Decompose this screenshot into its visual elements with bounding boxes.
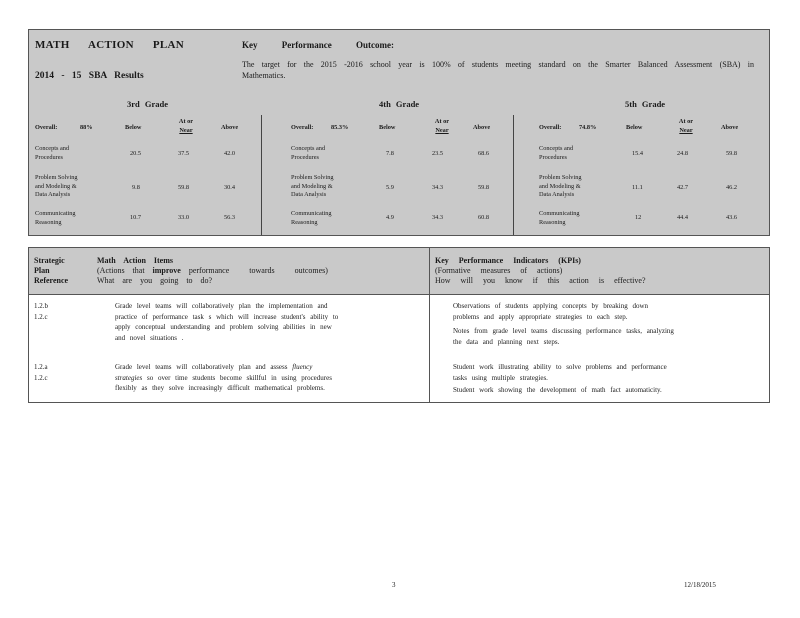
col-above: Above — [473, 124, 491, 131]
value-above: 46.2 — [726, 184, 738, 191]
overall-label: Overall: — [35, 124, 58, 131]
col-below: Below — [125, 124, 142, 131]
value-below: 7.8 — [386, 150, 394, 157]
value-at: 44.4 — [677, 214, 689, 221]
row-label: Problem Solving and Modeling & Data Analysis — [539, 174, 582, 198]
value-at: 33.0 — [178, 214, 190, 221]
value-below: 4.9 — [386, 214, 394, 221]
col-strategic-plan-reference: Strategic Plan Reference — [34, 256, 69, 285]
col-at-near: At or Near — [678, 118, 694, 134]
value-above: 59.8 — [726, 150, 738, 157]
value-at: 23.5 — [432, 150, 444, 157]
kpi-item: Observations of students applying concepts by breaking down problems and apply appropriate strategies to each step. — [453, 302, 648, 321]
row-label: Concepts and Procedures — [35, 145, 70, 161]
value-below: 11.1 — [632, 184, 643, 191]
page-number: 3 — [392, 581, 396, 589]
kpi-item: Student work illustrating ability to solve problems and performance tasks using multiple strategies. — [453, 363, 667, 382]
value-below: 12 — [635, 214, 642, 221]
value-at: 34.3 — [432, 214, 444, 221]
column-divider — [513, 115, 514, 235]
plan-reference: 1.2.a 1.2.c — [34, 363, 48, 382]
row-label: Communicating Reasoning — [291, 210, 332, 226]
value-at: 37.5 — [178, 150, 190, 157]
value-below: 15.4 — [632, 150, 644, 157]
value-below: 9.8 — [132, 184, 140, 191]
overall-value: 85.3% — [331, 124, 349, 131]
value-at: 42.7 — [677, 184, 689, 191]
action-plan-table — [28, 247, 770, 403]
row-label: Problem Solving and Modeling & Data Analysis — [35, 174, 78, 198]
col-above: Above — [221, 124, 239, 131]
value-below: 5.9 — [386, 184, 394, 191]
value-at: 24.8 — [677, 150, 689, 157]
col-at-near: At or Near — [434, 118, 450, 134]
col-kpis: Key Performance Indicators (KPIs) (Formative measures of actions) How will you know if this action is effective? — [435, 256, 646, 285]
overall-label: Overall: — [539, 124, 562, 131]
plan-reference: 1.2.b 1.2.c — [34, 302, 48, 321]
kpi-item: Notes from grade level teams discussing performance tasks, analyzing the data and planning next steps. — [453, 327, 674, 346]
row-label: Communicating Reasoning — [35, 210, 76, 226]
col-below: Below — [626, 124, 643, 131]
page-title: MATH ACTION PLAN — [35, 39, 185, 51]
col-below: Below — [379, 124, 396, 131]
footer-date: 12/18/2015 — [684, 581, 716, 589]
value-below: 10.7 — [130, 214, 142, 221]
row-label: Concepts and Procedures — [539, 145, 574, 161]
value-above: 60.8 — [478, 214, 490, 221]
col-at-near: At or Near — [178, 118, 194, 134]
overall-value: 74.8% — [579, 124, 597, 131]
sba-results-panel — [28, 29, 770, 236]
column-divider — [429, 248, 430, 402]
overall-value: 88% — [80, 124, 93, 131]
value-above: 56.3 — [224, 214, 236, 221]
value-at: 59.8 — [178, 184, 190, 191]
grade-3-heading: 3rd Grade — [127, 99, 169, 109]
kpo-heading: Key Performance Outcome: — [242, 40, 394, 50]
page-subtitle: 2014 - 15 SBA Results — [35, 71, 144, 81]
value-below: 20.5 — [130, 150, 142, 157]
col-above: Above — [721, 124, 739, 131]
kpi-item: Student work showing the development of math fact automaticity. — [453, 386, 662, 394]
column-divider — [261, 115, 262, 235]
value-above: 43.6 — [726, 214, 738, 221]
value-above: 68.6 — [478, 150, 490, 157]
value-above: 42.0 — [224, 150, 236, 157]
col-math-action-items: Math Action Items (Actions that improve performance towards outcomes) What are you going to do? — [97, 256, 328, 285]
overall-label: Overall: — [291, 124, 314, 131]
grade-4-heading: 4th Grade — [379, 99, 420, 109]
row-label: Concepts and Procedures — [291, 145, 326, 161]
row-label: Communicating Reasoning — [539, 210, 580, 226]
value-at: 34.3 — [432, 184, 444, 191]
kpo-text: The target for the 2015 -2016 school year is 100% of students meeting standard on the Smarter Balanced Assessment (SBA) in Mathematics. — [242, 60, 754, 80]
action-item: Grade level teams will collaboratively plan the implementation and practice of performance task s which will increase student's ability to apply conceptual understanding and problem solving abilities in new and novel situations . — [115, 302, 339, 342]
action-item: Grade level teams will collaboratively plan and assess fluency strategies so over time students become skillful in using procedures flexibly as they solve increasingly difficult mathematical problems. — [115, 363, 332, 392]
value-above: 30.4 — [224, 184, 236, 191]
value-above: 59.8 — [478, 184, 490, 191]
grade-5-heading: 5th Grade — [625, 99, 666, 109]
row-label: Problem Solving and Modeling & Data Analysis — [291, 174, 334, 198]
